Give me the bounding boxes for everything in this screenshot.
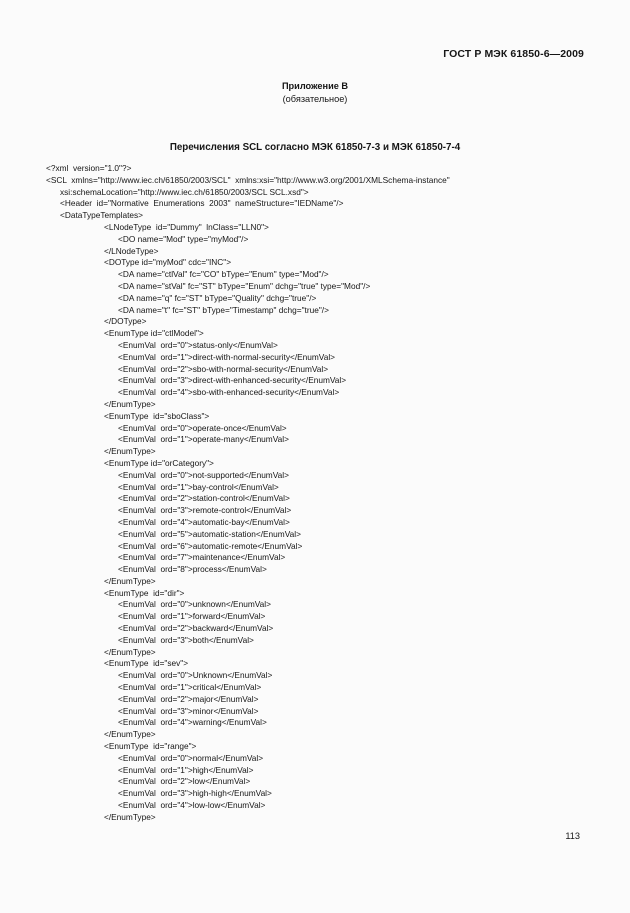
code-line: <EnumVal ord="3">high-high</EnumVal> <box>118 788 272 799</box>
code-line: <EnumType id="sev"> <box>104 658 189 669</box>
code-line: <EnumVal ord="2">station-control</EnumVal> <box>118 493 290 504</box>
code-line: <DA name="stVal" fc="ST" bType="Enum" dchg="true" type="Mod"/> <box>118 280 371 291</box>
code-line: <EnumVal ord="8">process</EnumVal> <box>118 564 267 575</box>
code-line: <EnumVal ord="3">direct-with-enhanced-security</EnumVal> <box>118 375 347 386</box>
standard-header: ГОСТ Р МЭК 61850-6—2009 <box>443 48 584 60</box>
code-line: <EnumVal ord="1">forward</EnumVal> <box>118 611 266 622</box>
code-line: <EnumVal ord="1">critical</EnumVal> <box>118 682 262 693</box>
code-line: <EnumVal ord="2">major</EnumVal> <box>118 693 259 704</box>
code-line: <DO name="Mod" type="myMod"/> <box>118 233 249 244</box>
code-line: <EnumType id="dir"> <box>104 587 185 598</box>
code-line: <EnumVal ord="0">not-supported</EnumVal> <box>118 469 289 480</box>
code-line: <EnumType id="sboClass"> <box>104 410 210 421</box>
code-line: <LNodeType id="Dummy" lnClass="LLN0"> <box>104 221 269 232</box>
code-line: </EnumType> <box>104 398 156 409</box>
code-line: <EnumVal ord="0">operate-once</EnumVal> <box>118 422 287 433</box>
code-line: <EnumVal ord="2">low</EnumVal> <box>118 776 251 787</box>
code-line: <EnumVal ord="3">both</EnumVal> <box>118 634 254 645</box>
code-line: <DA name="t" fc="ST" bType="Timestamp" dchg="true"/> <box>118 304 329 315</box>
code-line: </EnumType> <box>104 811 156 822</box>
code-line: </EnumType> <box>104 575 156 586</box>
code-line: </EnumType> <box>104 646 156 657</box>
code-line: <EnumVal ord="4">automatic-bay</EnumVal> <box>118 516 290 527</box>
code-line: <Header id="Normative Enumerations 2003" nameStructure="IEDName"/> <box>60 198 344 209</box>
code-line: <EnumVal ord="0">normal</EnumVal> <box>118 752 264 763</box>
code-line: <SCL xmlns="http://www.iec.ch/61850/2003/SCL" xmlns:xsi="http://www.w3.org/2001/XMLSchema-instance" <box>46 174 450 185</box>
page-number: 113 <box>565 831 580 841</box>
annex-subtitle: (обязательное) <box>282 94 348 104</box>
code-line: <EnumVal ord="2">backward</EnumVal> <box>118 623 274 634</box>
code-line: <EnumVal ord="0">unknown</EnumVal> <box>118 599 271 610</box>
xml-code-block <box>46 163 606 824</box>
code-line: <EnumVal ord="3">minor</EnumVal> <box>118 705 259 716</box>
code-line: <DA name="ctlVal" fc="CO" bType="Enum" type="Mod"/> <box>118 269 329 280</box>
code-line: <EnumVal ord="1">high</EnumVal> <box>118 764 254 775</box>
code-line: <EnumVal ord="4">sbo-with-enhanced-security</EnumVal> <box>118 387 340 398</box>
code-line: <EnumVal ord="0">Unknown</EnumVal> <box>118 670 273 681</box>
code-line: <EnumVal ord="6">automatic-remote</EnumVal> <box>118 540 303 551</box>
code-line: </LNodeType> <box>104 245 159 256</box>
code-line: <EnumType id="orCategory"> <box>104 457 214 468</box>
code-line: <EnumVal ord="7">maintenance</EnumVal> <box>118 552 286 563</box>
code-line: </EnumType> <box>104 446 156 457</box>
code-line: <EnumType id="ctlModel"> <box>104 328 204 339</box>
code-line: <DataTypeTemplates> <box>60 210 144 221</box>
code-line: <EnumVal ord="4">warning</EnumVal> <box>118 717 267 728</box>
code-line: </EnumType> <box>104 729 156 740</box>
code-line: <DOType id="myMod" cdc="INC"> <box>104 257 232 268</box>
code-line: <EnumVal ord="0">status-only</EnumVal> <box>118 339 278 350</box>
code-line: <EnumVal ord="2">sbo-with-normal-security</EnumVal> <box>118 363 329 374</box>
code-line: <EnumVal ord="1">operate-many</EnumVal> <box>118 434 289 445</box>
code-line: </DOType> <box>104 316 147 327</box>
code-line: <EnumVal ord="4">low-low</EnumVal> <box>118 800 266 811</box>
code-line: <EnumVal ord="5">automatic-station</EnumVal> <box>118 528 301 539</box>
code-line: <EnumType id="range"> <box>104 741 197 752</box>
section-title: Перечисления SCL согласно МЭК 61850-7-3 и МЭК 61850-7-4 <box>169 142 461 153</box>
code-line: xsi:schemaLocation="http://www.iec.ch/61850/2003/SCL SCL.xsd"> <box>60 186 309 197</box>
code-line: <?xml version="1.0"?> <box>46 163 132 173</box>
code-line: <EnumVal ord="1">direct-with-normal-security</EnumVal> <box>118 351 336 362</box>
code-line: <DA name="q" fc="ST" bType="Quality" dchg="true"/> <box>118 292 317 303</box>
annex-title: Приложение В <box>281 81 349 91</box>
code-line: <EnumVal ord="3">remote-control</EnumVal> <box>118 505 292 516</box>
code-line: <EnumVal ord="1">bay-control</EnumVal> <box>118 481 279 492</box>
